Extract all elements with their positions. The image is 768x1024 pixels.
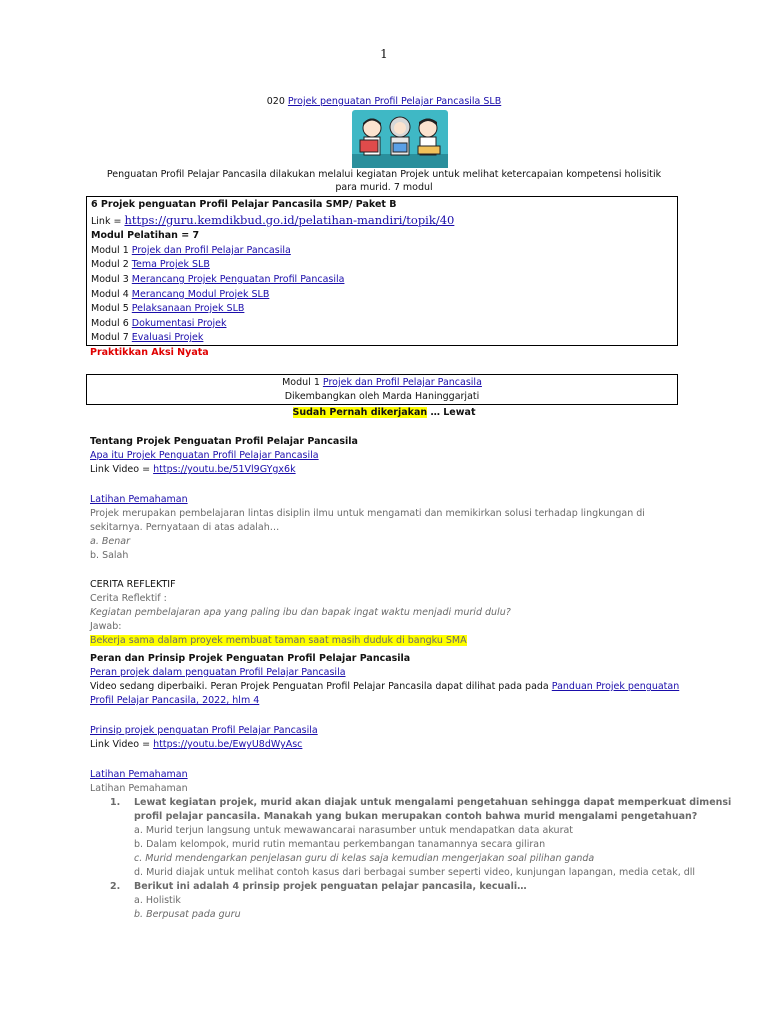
q1-text: Lewat kegiatan projek, murid akan diajak untuk mengalami pengetahuan sehingga dapat memperkuat dimensi xyxy=(134,797,732,808)
question-1 xyxy=(110,796,731,922)
module-row xyxy=(91,331,673,346)
video-label: Link Video = xyxy=(90,464,154,475)
status-highlight: Sudah Pernah dikerjakan xyxy=(292,407,428,418)
module-label: Modul 1 xyxy=(91,244,132,256)
module1-prefix: Modul 1 xyxy=(282,377,323,388)
panduan-link[interactable]: Panduan Projek penguatan xyxy=(551,681,680,692)
top-title-link[interactable]: Projek penguatan Profil Pelajar Pancasila SLB xyxy=(287,96,502,107)
latihan-heading-link[interactable]: Latihan Pemahaman xyxy=(90,494,188,505)
box1-title: 6 Projek penguatan Profil Pelajar Pancasila SMP/ Paket B xyxy=(91,199,397,210)
apa-itu-link[interactable]: Apa itu Projek Penguatan Profil Pelajar Pancasila xyxy=(90,450,319,461)
module-link-3[interactable]: Merancang Projek Penguatan Profil Pancasila xyxy=(131,273,345,285)
module-row xyxy=(91,273,673,288)
module1-box xyxy=(86,374,678,405)
status-row xyxy=(0,407,768,418)
module1-link[interactable]: Projek dan Profil Pelajar Pancasila xyxy=(322,377,482,388)
q1-option-b: b. Dalam kelompok, murid rutin memantau perkembangan tanamannya secara giliran xyxy=(134,839,546,850)
training-info-box xyxy=(86,196,678,346)
q2-text: Berikut ini adalah 4 prinsip projek penguatan pelajar pancasila, kecuali… xyxy=(134,881,527,892)
module-label: Modul 4 xyxy=(91,288,132,300)
status-rest: … Lewat xyxy=(427,407,476,418)
module-link-2[interactable]: Tema Projek SLB xyxy=(131,259,210,271)
latihan-2 xyxy=(90,768,188,796)
peran-text-prefix: Video sedang diperbaiki. Peran Projek Penguatan Profil Pelajar Pancasila dapat dilihat pada pada xyxy=(90,681,552,692)
aksi-nyata-label: Praktikkan Aksi Nyata xyxy=(90,347,209,358)
option-b: b. Salah xyxy=(90,550,129,561)
latihan2-sub: Latihan Pemahaman xyxy=(90,783,188,794)
module-label: Modul 7 xyxy=(91,332,132,344)
module-row xyxy=(91,288,673,303)
module-link-6[interactable]: Dokumentasi Projek xyxy=(131,317,227,329)
box1-link-label: Link = xyxy=(91,215,125,227)
section-prinsip xyxy=(90,724,318,752)
latihan2-heading-link[interactable]: Latihan Pemahaman xyxy=(90,769,188,780)
module-link-7[interactable]: Evaluasi Projek xyxy=(131,332,204,344)
box1-link-url[interactable]: https://guru.kemdikbud.go.id/pelatihan-mandiri/topik/40 xyxy=(124,212,455,227)
q2-number: 2. xyxy=(110,881,121,892)
section-heading: Tentang Projek Penguatan Profil Pelajar Pancasila xyxy=(90,436,358,447)
video-label: Link Video = xyxy=(90,739,154,750)
q1-option-d: d. Murid diajak untuk melihat contoh kasus dari berbagai sumber seperti video, kunjungan lapangan, media cetak, dll xyxy=(134,867,696,878)
module-row xyxy=(91,258,673,273)
peran-heading: Peran dan Prinsip Projek Penguatan Profil Pelajar Pancasila xyxy=(90,653,411,664)
prinsip-link[interactable]: Prinsip projek penguatan Profil Pelajar Pancasila xyxy=(90,725,318,736)
panduan-link-cont[interactable]: Profil Pelajar Pancasila, 2022, hlm 4 xyxy=(90,695,260,706)
box1-link-row xyxy=(91,213,673,230)
module-label: Modul 2 xyxy=(91,259,132,271)
video-link-1[interactable]: https://youtu.be/51Vl9GYgx6k xyxy=(153,464,296,475)
latihan-text: Projek merupakan pembelajaran lintas disiplin ilmu untuk mengamati dan memikirkan solusi terhadap lingkungan di xyxy=(90,508,645,519)
cerita-question: Kegiatan pembelajaran apa yang paling ibu dan bapak ingat waktu menjadi murid dulu? xyxy=(90,607,511,618)
intro-paragraph: Penguatan Profil Pelajar Pancasila dilakukan melalui kegiatan Projek untuk melihat ketercapaian kompetensi holisitik para murid. 7 modul xyxy=(106,169,662,193)
module-link-4[interactable]: Merancang Modul Projek SLB xyxy=(131,288,270,300)
module-link-5[interactable]: Pelaksanaan Projek SLB xyxy=(131,303,245,315)
module-label: Modul 6 xyxy=(91,317,132,329)
top-title xyxy=(0,96,768,107)
q2-option-a: a. Holistik xyxy=(134,895,181,906)
video-row xyxy=(90,463,358,477)
module1-title-row xyxy=(87,376,677,390)
peran-link[interactable]: Peran projek dalam penguatan Profil Pelajar Pancasila xyxy=(90,667,346,678)
video-row xyxy=(90,738,318,752)
q1-text-cont: profil pelajar pancasila. Manakah yang bukan merupakan contoh bahwa murid mengalami pengetahuan? xyxy=(134,811,698,822)
box1-modul-count: Modul Pelatihan = 7 xyxy=(91,230,200,242)
q1-number: 1. xyxy=(110,797,121,808)
latihan-text: sekitarnya. Pernyataan di atas adalah… xyxy=(90,522,280,533)
latihan-1 xyxy=(90,493,645,563)
q2-option-b: b. Berpusat pada guru xyxy=(134,909,241,920)
module-row xyxy=(91,302,673,317)
cerita-heading: CERITA REFLEKTIF xyxy=(90,579,176,590)
section-peran xyxy=(90,652,679,708)
cerita-jawab: Jawab: xyxy=(90,621,122,632)
q1-option-c: c. Murid mendengarkan penjelasan guru di kelas saja kemudian mengerjakan soal pilihan ganda xyxy=(134,853,595,864)
module1-author: Dikembangkan oleh Marda Haninggarjati xyxy=(284,391,480,402)
module-label: Modul 5 xyxy=(91,303,132,315)
peran-text xyxy=(90,680,679,694)
option-a: a. Benar xyxy=(90,536,130,547)
students-illustration xyxy=(352,110,448,168)
video-link-2[interactable]: https://youtu.be/EwyU8dWyAsc xyxy=(153,739,303,750)
module-label: Modul 3 xyxy=(91,273,132,285)
q1-option-a: a. Murid terjun langsung untuk mewawancarai narasumber untuk mendapatkan data akurat xyxy=(134,825,574,836)
section-tentang xyxy=(90,435,358,477)
cerita-reflektif xyxy=(90,578,511,648)
module-row xyxy=(91,244,673,259)
page-number: 1 xyxy=(380,47,388,61)
module-link-1[interactable]: Projek dan Profil Pelajar Pancasila xyxy=(131,244,291,256)
module-row xyxy=(91,317,673,332)
cerita-answer: Bekerja sama dalam proyek membuat taman saat masih duduk di bangku SMA xyxy=(90,635,467,646)
cerita-sub: Cerita Reflektif : xyxy=(90,593,167,604)
top-title-prefix: 020 xyxy=(266,96,288,107)
